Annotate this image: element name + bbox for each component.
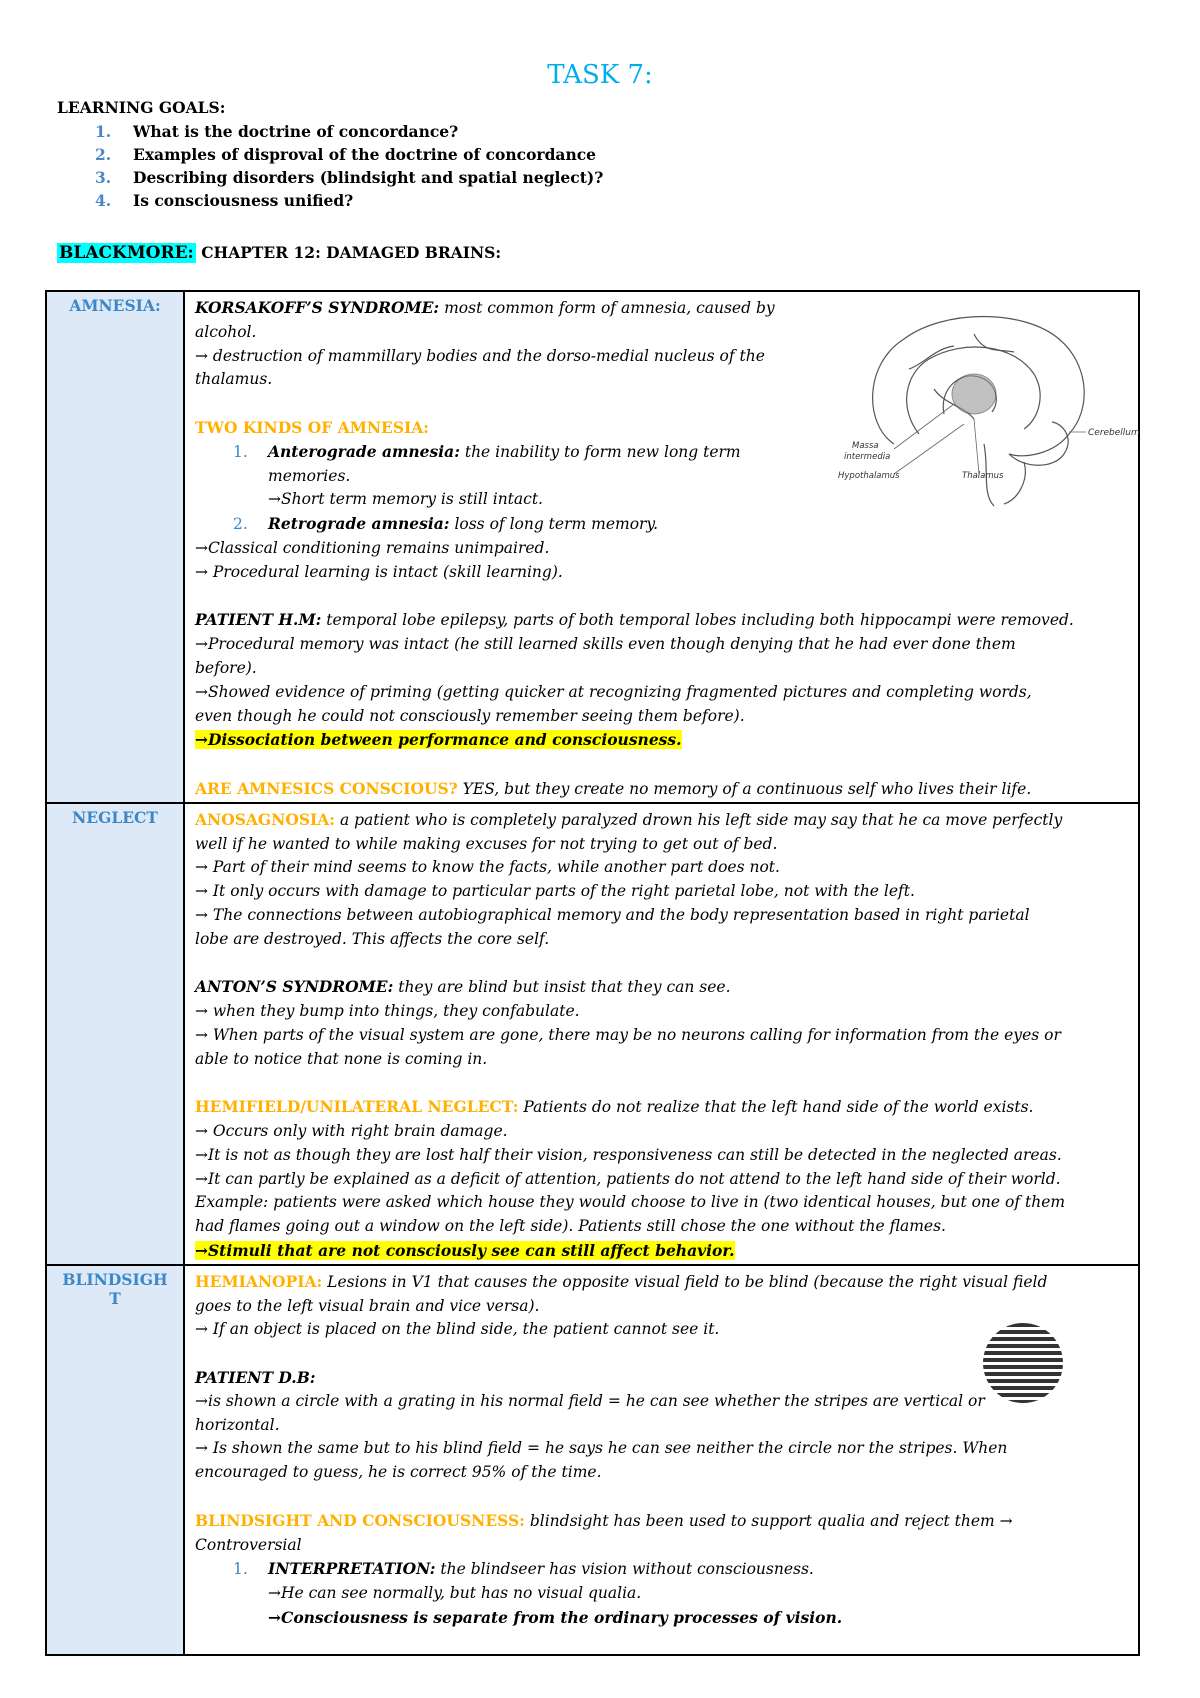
amnesia-content: Cerebellum Massa intermedia Hypothalamus Thalamus KORSAKOFF’S SYNDROME: most common form of amnesia, caused by alcohol. → destruction of mammillary bodies and the dorso-medial nucleus of the thalamus. TWO KINDS OF AMNESIA: 1. Anterograde amnesia: the inability to form new long term memories. →Short term memory is still intact. 2. Retrograde amnesia: loss of long term memory. →Classical conditioning remains unimpaired. → Procedural learning is intact (skill learning). PATIENT H.M: temporal lobe epilepsy, parts of both temporal lobes including both hippocampi were removed. →Procedural memory was intact (he still learned skills even though denying that he had ever done them before). →Showed evidence of priming (getting quicker at recognizing fragmented pictures and completing words, even though he could not consciously remember seeing them before). →Dissociation between performance and consciousness. ARE AMNESICS CONSCIOUS? YES, but they create no memory of a continuous self who lives their life. bbox=[184, 291, 1139, 803]
figure-label-intermedia: intermedia bbox=[844, 452, 891, 462]
figure-label-cerebellum: Cerebellum bbox=[1088, 428, 1140, 438]
learning-goals-heading: LEARNING GOALS: bbox=[57, 98, 226, 117]
list-item: 1. What is the doctrine of concordance? bbox=[95, 122, 459, 141]
brain-diagram-image bbox=[824, 294, 1140, 514]
row-label-blindsight: BLINDSIGH T bbox=[46, 1265, 184, 1655]
table-row bbox=[46, 291, 1139, 803]
section-heading: TWO KINDS OF AMNESIA: bbox=[195, 417, 430, 437]
list-item: 3. Describing disorders (blindsight and spatial neglect)? bbox=[95, 168, 604, 187]
row-label-amnesia: AMNESIA: bbox=[46, 291, 184, 803]
figure-label-thalamus: Thalamus bbox=[962, 471, 1004, 481]
list-item: 4. Is consciousness unified? bbox=[95, 191, 354, 210]
chapter-heading: BLACKMORE: CHAPTER 12: DAMAGED BRAINS: bbox=[59, 243, 502, 263]
list-item: 2. Examples of disproval of the doctrine of concordance bbox=[95, 145, 597, 164]
learning-goals-list bbox=[57, 120, 603, 212]
row-label-neglect: NEGLECT bbox=[46, 803, 184, 1265]
figure-label-massa: Massa bbox=[852, 441, 879, 451]
highlight-conclusion: →Stimuli that are not consciously see can still affect behavior. bbox=[195, 1241, 735, 1261]
notes-table bbox=[45, 290, 1140, 1656]
page-title: TASK 7: bbox=[547, 60, 653, 90]
table-row bbox=[46, 1265, 1139, 1655]
chapter-author-highlight: BLACKMORE: bbox=[59, 243, 194, 263]
figure-label-hypothalamus: Hypothalamus bbox=[838, 471, 900, 481]
blindsight-content: HEMIANOPIA: Lesions in V1 that causes the opposite visual field to be blind (because the right visual field goes to the left visual brain and vice versa). → If an object is placed on the blind side, the patient cannot see it. PATIENT D.B: →is shown a circle with a grating in his normal field = he can see whether the stripes are vertical or horizontal. → Is shown the same but to his blind field = he says he can see neither the circle nor the stripes. When encouraged to guess, he is correct 95% of the time. BLINDSIGHT AND CONSCIOUSNESS: blindsight has been used to support qualia and reject them → Controversial 1. INTERPRETATION: the blindseer has vision without consciousness. →He can see normally, but has no visual qualia. →Consciousness is separate from the ordinary processes of vision. bbox=[184, 1265, 1139, 1655]
grating-circle-image bbox=[978, 1318, 1068, 1408]
table-row bbox=[46, 803, 1139, 1265]
neglect-content: ANOSAGNOSIA: a patient who is completely paralyzed drown his left side may say that he ca move perfectly well if he wanted to while making excuses for not trying to get out of bed. → Part of their mind seems to know the facts, while another part does not. → It only occurs with damage to particular parts of the right parietal lobe, not with the left. → The connections between autobiographical memory and the body representation based in right parietal lobe are destroyed. This affects the core self. ANTON’S SYNDROME: they are blind but insist that they can see. → when they bump into things, they confabulate. → When parts of the visual system are gone, there may be no neurons calling for information from the eyes or able to notice that none is coming in. HEMIFIELD/UNILATERAL NEGLECT: Patients do not realize that the left hand side of the world exists. → Occurs only with right brain damage. →It is not as though they are lost half their vision, responsiveness can still be detected in the neglected areas. →It can partly be explained as a deficit of attention, patients do not attend to the left hand side of their world. Example: patients were asked which house they would choose to live in (two identical houses, but one of them had flames going out a window on the left side). Patients still chose the one without the flames. →Stimuli that are not consciously see can still affect behavior. bbox=[184, 803, 1139, 1265]
highlight-conclusion: →Dissociation between performance and consciousness. bbox=[195, 730, 682, 750]
